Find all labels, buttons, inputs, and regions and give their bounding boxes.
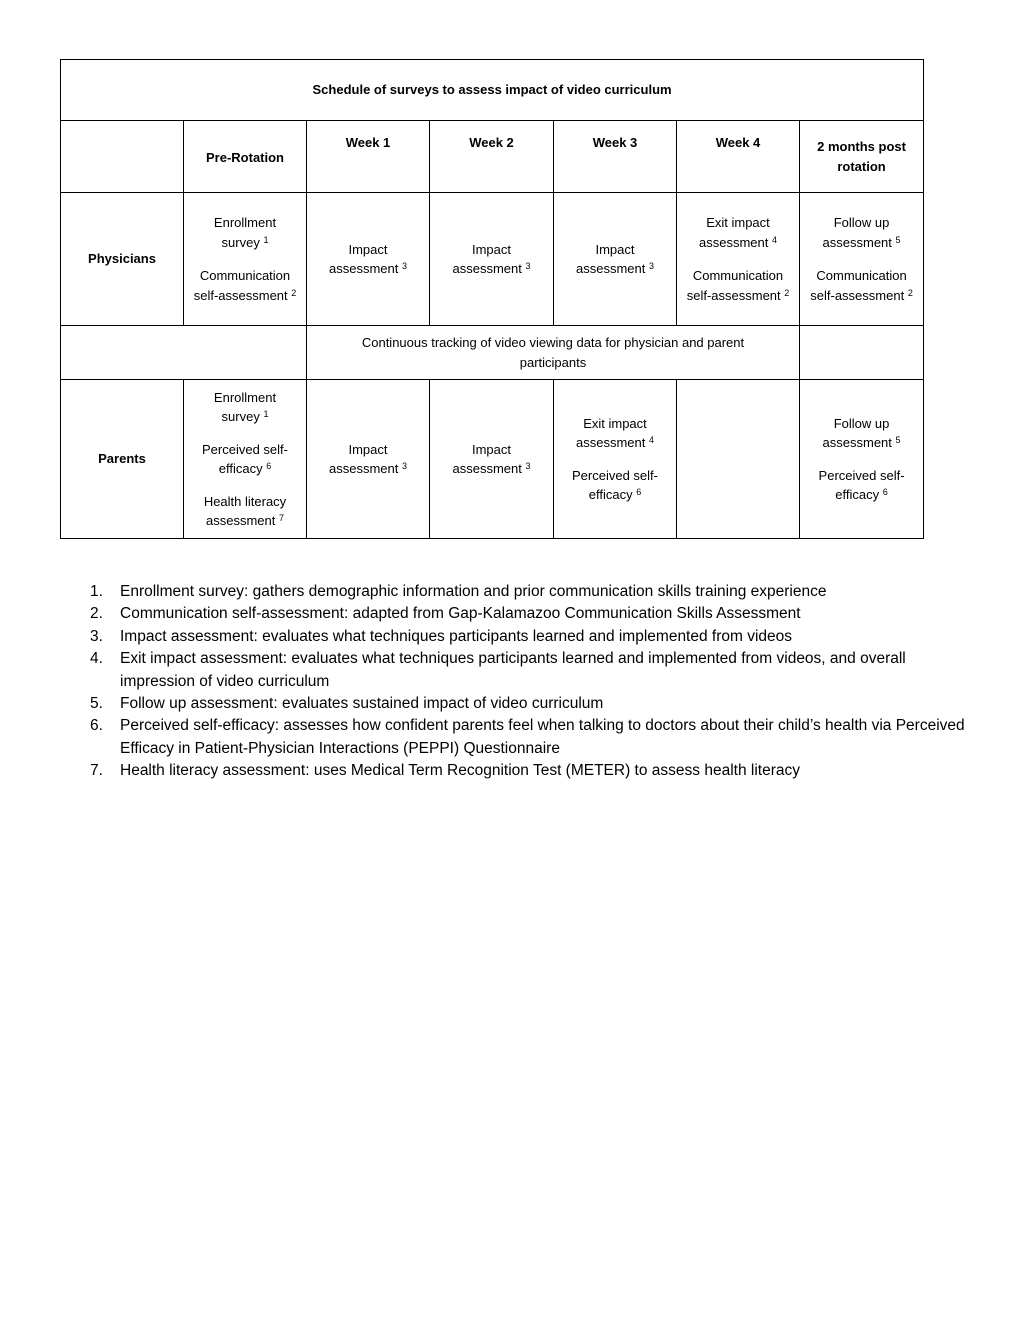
- footnote-text: Perceived self-efficacy: assesses how confident parents feel when talking to doctors about their child’s health via Perceived Efficacy in Patient-Physician Interactions (PEPPI) Questionnaire: [120, 717, 965, 757]
- footnote-number: 6.: [90, 717, 103, 735]
- footnote-number: 3.: [90, 627, 103, 645]
- footnote-number: 2.: [90, 605, 103, 623]
- footnote-number: 5.: [90, 695, 103, 713]
- header-week-3: Week 3: [554, 121, 677, 193]
- footnote-item: [90, 581, 970, 603]
- footnote-item: [90, 626, 970, 648]
- header-week-1: Week 1: [307, 121, 430, 193]
- tracking-blank-right: [800, 326, 924, 380]
- physicians-post-rotation-cell: Follow up assessment $^5$ Communication self-assessment $^2$: [800, 193, 924, 326]
- tracking-blank-left: [61, 326, 307, 380]
- footnote-number: 4.: [90, 650, 103, 668]
- header-pre-rotation: Pre-Rotation: [184, 121, 307, 193]
- footnote-text: Health literacy assessment: uses Medical Term Recognition Test (METER) to assess health literacy: [120, 762, 800, 780]
- row-label-physicians: Physicians: [61, 193, 184, 326]
- footnote-number: 7.: [90, 762, 103, 780]
- footnote-text: Enrollment survey: gathers demographic information and prior communication skills training experience: [120, 583, 827, 600]
- footnote-text: Communication self-assessment: adapted from Gap-Kalamazoo Communication Skills Assessment: [120, 605, 801, 623]
- parents-post-rotation-cell: Follow up assessment $^5$ Perceived self-efficacy $^6$: [800, 380, 924, 539]
- footnote-item: [90, 693, 970, 715]
- parents-week-4-cell: [677, 380, 800, 539]
- table-row-tracking: [61, 326, 924, 380]
- table-row-physicians: [61, 193, 924, 326]
- header-week-4: Week 4: [677, 121, 800, 193]
- parents-week-2-cell: Impact assessment $^3$: [430, 380, 554, 539]
- parents-week-3-cell: Exit impact assessment $^4$ Perceived self-efficacy $^6$: [554, 380, 677, 539]
- footnote-text: Exit impact assessment: evaluates what techniques participants learned and implemented from videos, and overall impression of video curriculum: [120, 650, 906, 690]
- table-row-parents: [61, 380, 924, 539]
- physicians-week-3-cell: Impact assessment $^3$: [554, 193, 677, 326]
- parents-pre-rotation-cell: Enrollment survey $^1$ Perceived self-efficacy $^6$ Health literacy assessment $^7$: [184, 380, 307, 539]
- footnote-item: [90, 760, 970, 782]
- footnote-number: 1.: [90, 583, 103, 600]
- parents-week-1-cell: Impact assessment $^3$: [307, 380, 430, 539]
- header-week-2: Week 2: [430, 121, 554, 193]
- footnote-text: Follow up assessment: evaluates sustained impact of video curriculum: [120, 695, 604, 713]
- footnote-item: [90, 715, 970, 760]
- physicians-week-4-cell: Exit impact assessment $^4$ Communication self-assessment $^2$: [677, 193, 800, 326]
- footnote-text: Impact assessment: evaluates what techniques participants learned and implemented from videos: [120, 627, 793, 645]
- tracking-cell: Continuous tracking of video viewing data for physician and parent participants: [307, 326, 800, 380]
- table-title: Schedule of surveys to assess impact of video curriculum: [61, 60, 924, 121]
- header-cell-blank: [61, 121, 184, 193]
- footnote-item: [90, 603, 970, 625]
- row-label-parents: Parents: [61, 380, 184, 539]
- table-header-row: [61, 121, 924, 193]
- footnote-list: [90, 581, 970, 783]
- footnote-item: [90, 648, 970, 693]
- physicians-pre-rotation-cell: Enrollment survey $^1$ Communication self-assessment $^2$: [184, 193, 307, 326]
- physicians-week-1-cell: Impact assessment $^3$: [307, 193, 430, 326]
- table-title-row: [61, 60, 924, 121]
- survey-schedule-table: [60, 59, 924, 539]
- header-post-rotation: 2 months post rotation: [800, 121, 924, 193]
- physicians-week-2-cell: Impact assessment $^3$: [430, 193, 554, 326]
